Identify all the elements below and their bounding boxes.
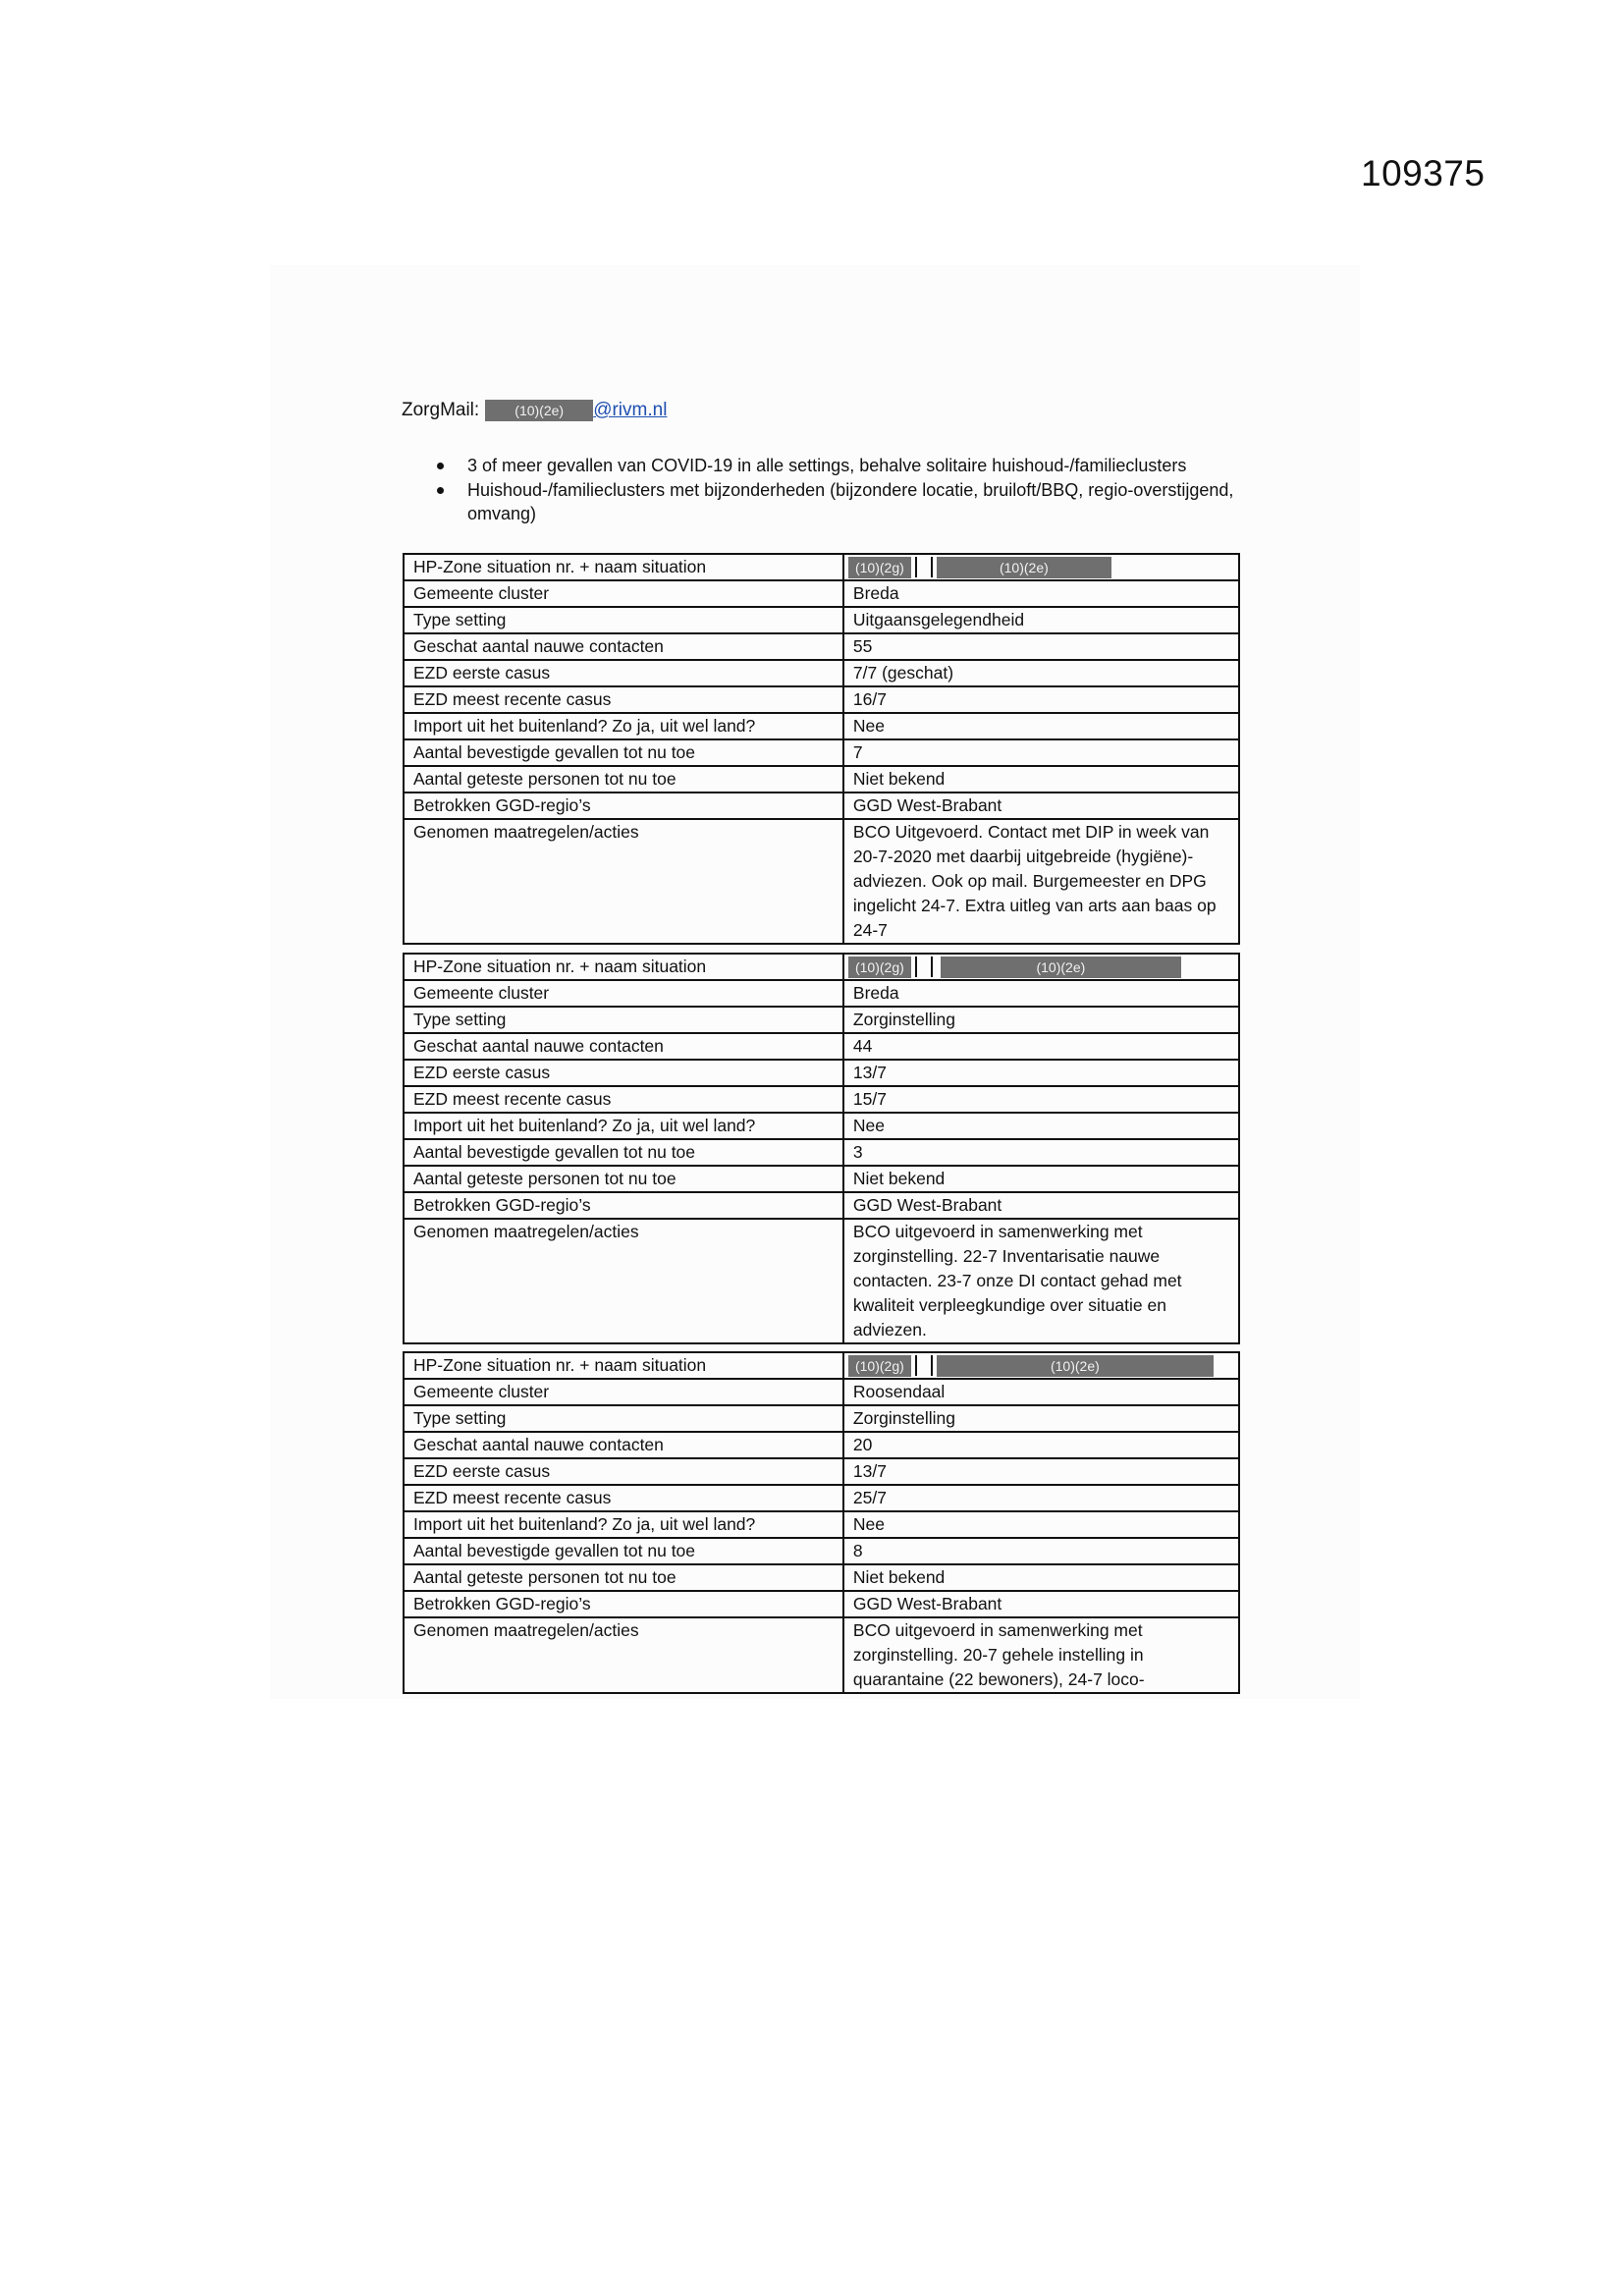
- row-value: 44: [843, 1033, 1239, 1060]
- row-label: EZD meest recente casus: [404, 686, 843, 713]
- row-value: Niet bekend: [843, 1166, 1239, 1192]
- row-label: EZD meest recente casus: [404, 1086, 843, 1113]
- table-row: [404, 1458, 1239, 1485]
- row-value: GGD West-Brabant: [843, 1192, 1239, 1219]
- row-value: Nee: [843, 713, 1239, 739]
- row-label: EZD meest recente casus: [404, 1485, 843, 1511]
- row-label: Aantal geteste personen tot nu toe: [404, 766, 843, 793]
- table-row: [404, 1060, 1239, 1086]
- row-value: Zorginstelling: [843, 1405, 1239, 1432]
- row-label: Type setting: [404, 607, 843, 633]
- row-value: GGD West-Brabant: [843, 1591, 1239, 1617]
- row-label: Geschat aantal nauwe contacten: [404, 1033, 843, 1060]
- row-value: 13/7: [843, 1458, 1239, 1485]
- table-row: [404, 1405, 1239, 1432]
- row-label: Betrokken GGD-regio’s: [404, 1192, 843, 1219]
- table-row: [404, 954, 1239, 980]
- table-row: [404, 686, 1239, 713]
- row-label: HP-Zone situation nr. + naam situation: [404, 954, 843, 980]
- situation-table-1: [403, 553, 1240, 945]
- redaction-block: (10)(2e): [485, 400, 593, 421]
- row-label: Geschat aantal nauwe contacten: [404, 1432, 843, 1458]
- row-label: HP-Zone situation nr. + naam situation: [404, 554, 843, 580]
- row-value: 13/7: [843, 1060, 1239, 1086]
- row-label: Gemeente cluster: [404, 580, 843, 607]
- row-label: Geschat aantal nauwe contacten: [404, 633, 843, 660]
- table-row: [404, 980, 1239, 1007]
- row-label: Aantal geteste personen tot nu toe: [404, 1166, 843, 1192]
- table-row: [404, 660, 1239, 686]
- table-row: [404, 1192, 1239, 1219]
- table-row: [404, 766, 1239, 793]
- redaction-block: (10)(2e): [941, 957, 1181, 978]
- table-row: [404, 1166, 1239, 1192]
- row-label: EZD eerste casus: [404, 660, 843, 686]
- row-label: Aantal bevestigde gevallen tot nu toe: [404, 1538, 843, 1564]
- zorgmail-label: ZorgMail:: [402, 400, 480, 420]
- row-value-actions: BCO Uitgevoerd. Contact met DIP in week van 20-7-2020 met daarbij uitgebreide (hygiëne)-adviezen. Ook op mail. Burgemeester en DPG ingelicht 24-7. Extra uitleg van arts aan baas op 24-7: [843, 819, 1239, 944]
- row-value: Zorginstelling: [843, 1007, 1239, 1033]
- row-value-actions: BCO uitgevoerd in samenwerking met zorginstelling. 22-7 Inventarisatie nauwe contacten. 23-7 onze DI contact gehad met kwaliteit verpleegkundige over situatie en adviezen.: [843, 1219, 1239, 1343]
- row-value: Uitgaansgelegendheid: [843, 607, 1239, 633]
- table-row: [404, 607, 1239, 633]
- row-value: 25/7: [843, 1485, 1239, 1511]
- table-row: [404, 713, 1239, 739]
- row-label: Type setting: [404, 1405, 843, 1432]
- row-value: Breda: [843, 980, 1239, 1007]
- redaction-block: (10)(2e): [937, 1355, 1214, 1377]
- row-value: Niet bekend: [843, 766, 1239, 793]
- row-value: Breda: [843, 580, 1239, 607]
- table-row: [404, 1617, 1239, 1693]
- row-label: EZD eerste casus: [404, 1060, 843, 1086]
- table-row: [404, 1564, 1239, 1591]
- row-label: Import uit het buitenland? Zo ja, uit wel land?: [404, 1511, 843, 1538]
- table-row: [404, 1511, 1239, 1538]
- page-number: 109375: [1361, 153, 1486, 193]
- table-row: [404, 1139, 1239, 1166]
- row-label: Aantal bevestigde gevallen tot nu toe: [404, 1139, 843, 1166]
- row-value: 8: [843, 1538, 1239, 1564]
- row-value: 7: [843, 739, 1239, 766]
- criteria-item: 3 of meer gevallen van COVID-19 in alle settings, behalve solitaire huishoud-/familieclusters: [432, 454, 1237, 478]
- redaction-block: (10)(2g): [848, 1355, 911, 1377]
- row-value: 55: [843, 633, 1239, 660]
- hp-zone-value: [843, 1352, 1239, 1379]
- row-label: Genomen maatregelen/acties: [404, 819, 843, 944]
- table-row: [404, 739, 1239, 766]
- row-value: Nee: [843, 1511, 1239, 1538]
- row-label: Betrokken GGD-regio’s: [404, 1591, 843, 1617]
- table-row: [404, 793, 1239, 819]
- row-label: Genomen maatregelen/acties: [404, 1219, 843, 1343]
- redaction-block: (10)(2g): [848, 557, 911, 578]
- row-value: 16/7: [843, 686, 1239, 713]
- table-row: [404, 1219, 1239, 1343]
- redaction-block: (10)(2e): [937, 557, 1111, 578]
- table-row: [404, 633, 1239, 660]
- table-row: [404, 1113, 1239, 1139]
- row-value-actions: BCO uitgevoerd in samenwerking met zorginstelling. 20-7 gehele instelling in quarantaine (22 bewoners), 24-7 loco-: [843, 1617, 1239, 1693]
- hp-zone-value: [843, 554, 1239, 580]
- row-value: 3: [843, 1139, 1239, 1166]
- row-value: Niet bekend: [843, 1564, 1239, 1591]
- row-value: 15/7: [843, 1086, 1239, 1113]
- table-row: [404, 1485, 1239, 1511]
- table-row: [404, 1538, 1239, 1564]
- blank-box: [915, 557, 933, 577]
- row-value: GGD West-Brabant: [843, 793, 1239, 819]
- row-label: EZD eerste casus: [404, 1458, 843, 1485]
- blank-box: [915, 1355, 933, 1376]
- row-label: Gemeente cluster: [404, 980, 843, 1007]
- row-value: 7/7 (geschat): [843, 660, 1239, 686]
- row-label: HP-Zone situation nr. + naam situation: [404, 1352, 843, 1379]
- situation-table-3: [403, 1351, 1240, 1694]
- criteria-item: Huishoud-/familieclusters met bijzonderheden (bijzondere locatie, bruiloft/BBQ, regio-overstijgend, omvang): [432, 478, 1237, 526]
- row-label: Betrokken GGD-regio’s: [404, 793, 843, 819]
- row-label: Import uit het buitenland? Zo ja, uit wel land?: [404, 1113, 843, 1139]
- row-value: 20: [843, 1432, 1239, 1458]
- zorgmail-line: [402, 400, 667, 421]
- row-label: Genomen maatregelen/acties: [404, 1617, 843, 1693]
- email-domain-link[interactable]: @rivm.nl: [593, 400, 668, 420]
- table-row: [404, 1007, 1239, 1033]
- redaction-block: (10)(2g): [848, 957, 911, 978]
- table-row: [404, 554, 1239, 580]
- row-label: Aantal geteste personen tot nu toe: [404, 1564, 843, 1591]
- row-label: Gemeente cluster: [404, 1379, 843, 1405]
- hp-zone-value: [843, 954, 1239, 980]
- row-label: Aantal bevestigde gevallen tot nu toe: [404, 739, 843, 766]
- table-row: [404, 1432, 1239, 1458]
- row-label: Import uit het buitenland? Zo ja, uit wel land?: [404, 713, 843, 739]
- row-label: Type setting: [404, 1007, 843, 1033]
- table-row: [404, 1033, 1239, 1060]
- table-row: [404, 580, 1239, 607]
- blank-box: [915, 957, 933, 977]
- table-row: [404, 819, 1239, 944]
- row-value: Nee: [843, 1113, 1239, 1139]
- table-row: [404, 1086, 1239, 1113]
- table-row: [404, 1379, 1239, 1405]
- table-row: [404, 1591, 1239, 1617]
- row-value: Roosendaal: [843, 1379, 1239, 1405]
- table-row: [404, 1352, 1239, 1379]
- situation-table-2: [403, 953, 1240, 1344]
- criteria-list: [432, 454, 1237, 526]
